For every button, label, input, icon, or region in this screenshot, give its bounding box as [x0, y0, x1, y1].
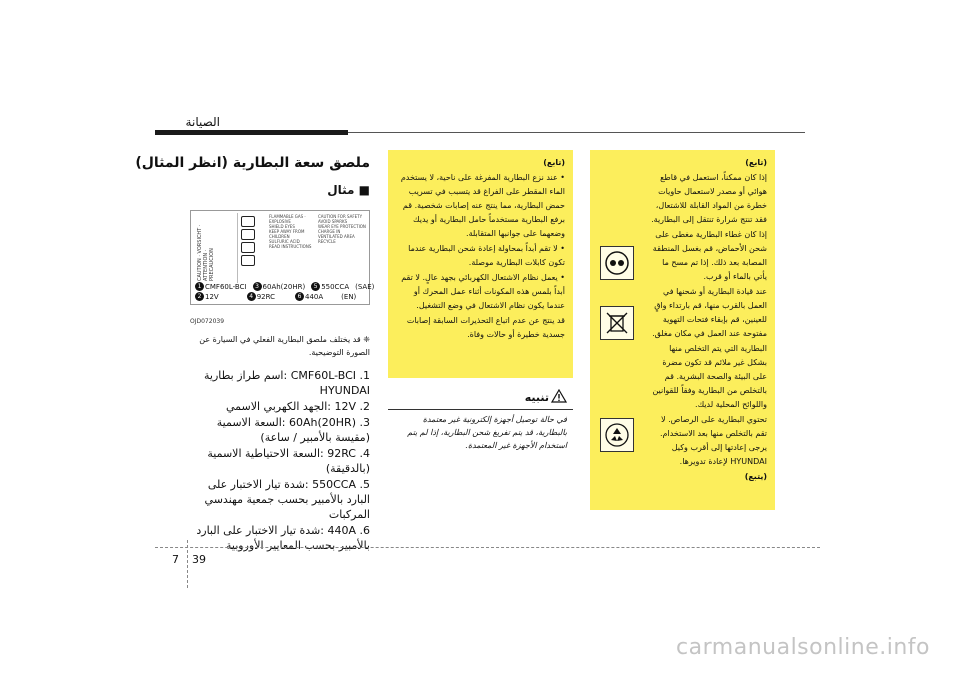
label-cell: (EN) — [341, 293, 357, 301]
chapter-number: 7 — [172, 553, 179, 566]
warning-triangle-icon — [551, 389, 567, 403]
warning-bullet: • لا تقم أبداً بمحاولة إعادة شحن البطارية عندما تكون كابلات البطارية موصلة. — [408, 244, 565, 267]
notice-title: تنبيه — [524, 391, 549, 404]
battery-spec-list — [185, 368, 370, 554]
label-cell: 6 440A — [295, 292, 323, 302]
continues-label: (يتبع) — [744, 472, 767, 481]
footer-divider — [187, 540, 188, 588]
header-accent-bar — [155, 130, 348, 135]
warning-paragraph: تحتوي البطارية على الرصاص. لا تقم بالتخلص منها بعد الاستخدام. يرجى إعادتها إلى أقرب وكيل HYUNDAI لإعادة تدويرها. — [660, 415, 767, 466]
label-cell: 2 12V — [195, 292, 219, 302]
warning-paragraph: إذا كان غطاء البطارية مغطى على شحن الأحماض، قم بغسل المنطقة المصابة بعد ذلك. إذا تم مسح ما يأتي بالماء أو قرب. — [652, 230, 767, 281]
label-cell: 5 550CCA — [311, 282, 349, 292]
note-text: قد يختلف ملصق البطارية الفعلي في السيارة عن الصورة التوضيحية. — [199, 335, 370, 357]
label-row-2 — [195, 292, 365, 302]
figure-code: OJD072039 — [190, 318, 225, 325]
figure-note — [185, 333, 370, 359]
child-warning-icon — [241, 242, 255, 253]
continued-label: (تابع) — [543, 158, 565, 167]
caution-panel — [193, 213, 238, 283]
note-marker-icon: ❈ — [363, 335, 370, 344]
flame-icon — [241, 216, 255, 227]
section-subtitle: ■ مثال — [327, 183, 370, 197]
section-title: ملصق سعة البطارية (انظر المثال) — [135, 155, 370, 171]
warning-closing: قد ينتج عن عدم اتباع التحذيرات السابقة إصابات جسدية خطيرة أو حالات وفاة. — [406, 316, 565, 339]
spec-item: 5. 550CCA :شدة تيار الاختبار على البارد بالأمبير بحسب جمعية مهندسي المركبات — [204, 478, 370, 521]
footer-rule — [155, 547, 820, 548]
label-cell: (SAE) — [355, 283, 375, 291]
acid-icon — [241, 255, 255, 266]
label-spec-rows — [195, 282, 375, 302]
label-cell: 1 CMF60L-BCI — [195, 282, 247, 292]
warning-box-right — [590, 150, 775, 510]
warning-box-right-text — [647, 156, 767, 485]
continued-label: (تابع) — [745, 158, 767, 167]
spec-item: 3. 60Ah(20HR) :السعة الاسمية (مقيسة بالأمبير / ساعة) — [216, 416, 370, 444]
label-row-1 — [195, 282, 375, 292]
spec-item: 6. 440A :شدة تيار الاختبار على البارد بالأمبير بحسب المعايير الأوروبية — [196, 524, 370, 552]
notice-text: في حالة توصيل أجهزة إلكترونية غير معتمدة بالبطارية، قد يتم تفريغ شحن البطارية، إذا لم يتم استخدام الأجهزة غير المعتمدة. — [407, 415, 567, 450]
page-header-title: الصيانة — [185, 115, 220, 129]
label-symbol-column — [241, 215, 265, 268]
caution-vertical-text: CAUTION · VORSICHT · ATTENTION · PRECAUCION — [197, 224, 215, 281]
label-cell: 3 60Ah(20HR) — [253, 282, 306, 292]
label-cell: 4 92RC — [247, 292, 275, 302]
warning-box-continued — [388, 150, 573, 378]
watermark-text: carmanualsonline.info — [676, 635, 930, 660]
eye-protection-icon — [241, 229, 255, 240]
warning-paragraph: البطارية التي يتم التخلص منها بشكل غير ملائم قد تكون مضرة على البيئة والصحة البشرية. قم بالتخلص من البطارية وفقاً للقوانين واللوائح المحلية لديك. — [652, 344, 767, 409]
warning-paragraph: إذا كان ممكناً، استعمل في قاطع هوائي أو مصدر لاستعمال حاويات خطرة من المواد القابلة للاشتعال، فقد تنتج شرارة تنتقل إلى البطارية. — [651, 173, 767, 224]
warning-paragraph: عند قيادة البطارية أو شحنها في العمل بالقرب منها، قم بارتداء واقٍ للعينين، قم بإبقاء فتحات التهوية مفتوحة عند العمل في مكان مغلق. — [652, 287, 767, 338]
label-warning-text-1: FLAMMABLE GAS · EXPLOSIVE SHIELD EYES KEEP AWAY FROM CHILDREN SULFURIC ACID READ INSTRUCTIONS — [269, 214, 312, 249]
spec-item: 1. CMF60L-BCI :اسم طراز بطارية HYUNDAI — [204, 369, 370, 397]
notice-rule — [388, 409, 573, 410]
notice-box — [388, 385, 573, 460]
no-trash-bin-icon — [600, 306, 634, 340]
spec-item: 2. 12V :الجهد الكهربي الاسمي — [225, 400, 370, 413]
label-warning-text-2: CAUTION FOR SAFETY AVOID SPARKS WEAR EYE PROTECTION CHARGE IN VENTILATED AREA RECYCLE — [318, 214, 366, 244]
recycle-icon — [600, 418, 634, 452]
spec-item: 4. 92RC :السعة الاحتياطية الاسمية (بالدقيقة) — [207, 447, 370, 475]
page-number: 39 — [192, 553, 206, 566]
battery-label-figure — [190, 210, 375, 305]
eye-protection-icon — [600, 246, 634, 280]
warning-box-text — [397, 156, 565, 343]
warning-bullet: • عند نزع البطارية المفرغة على ناحية، لا يستخدم الماء المقطر على الفراغ قد يتسبب في تسريب حمض البطارية، مما ينتج عنه إصابات شخصية. قم برفع البطارية مستخدماً حامل البطارية أو يديك وضعهما على جوانبها المتقابلة. — [400, 173, 565, 238]
warning-bullet: • يعمل نظام الاشتعال الكهربائي بجهد عالٍ. لا تقم أبداً بلمس هذه المكونات أثناء عمل المحرك أو عندما يكون نظام الاشتعال في وضع التشغيل. — [401, 273, 565, 310]
